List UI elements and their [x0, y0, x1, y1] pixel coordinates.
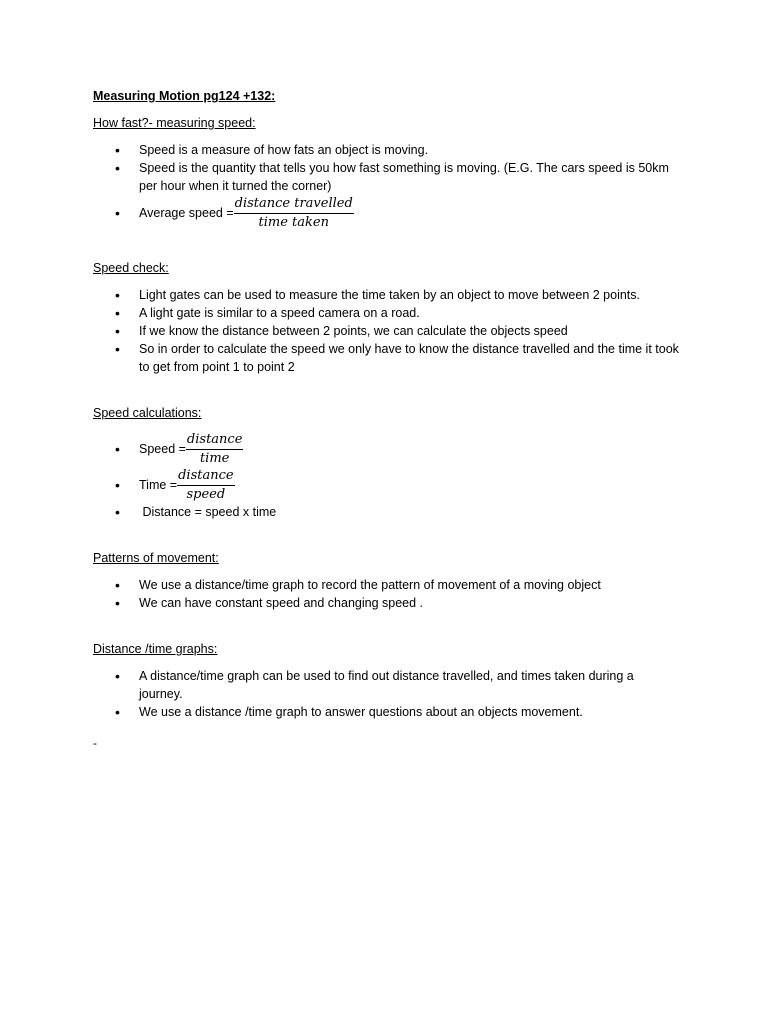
fraction-numerator: distance [177, 468, 234, 486]
fraction-denominator: time taken [258, 214, 329, 230]
bullet-list-how-fast [93, 141, 693, 231]
section-patterns-of-movement [93, 549, 693, 612]
bullet-list-patterns [93, 576, 693, 612]
fraction-numerator: distance travelled [234, 196, 354, 214]
heading-how-fast: How fast?- measuring speed: [93, 116, 256, 130]
list-item: • We can have constant speed and changing speed . [93, 594, 679, 612]
document-content [93, 87, 693, 721]
list-item: • If we know the distance between 2 points, we can calculate the objects speed [93, 322, 679, 340]
formula-label: • Speed = [139, 442, 186, 456]
formula-label: • Average speed = [139, 206, 234, 220]
fraction [177, 468, 234, 503]
section-speed-check [93, 259, 693, 376]
heading-patterns-of-movement: Patterns of movement: [93, 551, 219, 565]
trailing-mark: - [93, 736, 97, 750]
bullet-list-graphs [93, 667, 693, 721]
list-item: • Speed is a measure of how fats an object is moving. [93, 141, 679, 159]
heading-distance-time-graphs: Distance /time graphs: [93, 642, 218, 656]
heading-speed-check: Speed check: [93, 261, 169, 275]
fraction-denominator: speed [186, 486, 226, 502]
average-speed-formula [93, 195, 679, 231]
time-formula [93, 467, 679, 503]
list-item: • A light gate is similar to a speed camera on a road. [93, 304, 679, 322]
fraction-denominator: time [199, 450, 230, 466]
list-item: • We use a distance/time graph to record the pattern of movement of a moving object [93, 576, 679, 594]
list-item: • We use a distance /time graph to answer questions about an objects movement. [93, 703, 679, 721]
fraction-numerator: distance [186, 432, 243, 450]
fraction [234, 196, 354, 231]
bullet-list-speed-calculations [93, 431, 693, 521]
speed-formula [93, 431, 679, 467]
formula-label: • Time = [139, 478, 178, 492]
section-distance-time-graphs [93, 640, 693, 721]
document-title: Measuring Motion pg124 +132: [93, 89, 276, 103]
list-item: • A distance/time graph can be used to find out distance travelled, and times taken during a journey. [93, 667, 679, 703]
fraction [186, 432, 243, 467]
list-item: • Light gates can be used to measure the time taken by an object to move between 2 points. [93, 286, 679, 304]
section-speed-calculations [93, 404, 693, 521]
heading-speed-calculations: Speed calculations: [93, 406, 202, 420]
list-item: • Speed is the quantity that tells you how fast something is moving. (E.G. The cars speed is 50km per hour when it turned the corner) [93, 159, 679, 195]
bullet-list-speed-check [93, 286, 693, 376]
section-how-fast [93, 114, 693, 231]
list-item: • So in order to calculate the speed we only have to know the distance travelled and the time it took to get from point 1 to point 2 [93, 340, 679, 376]
distance-formula: • Distance = speed x time [93, 503, 679, 521]
